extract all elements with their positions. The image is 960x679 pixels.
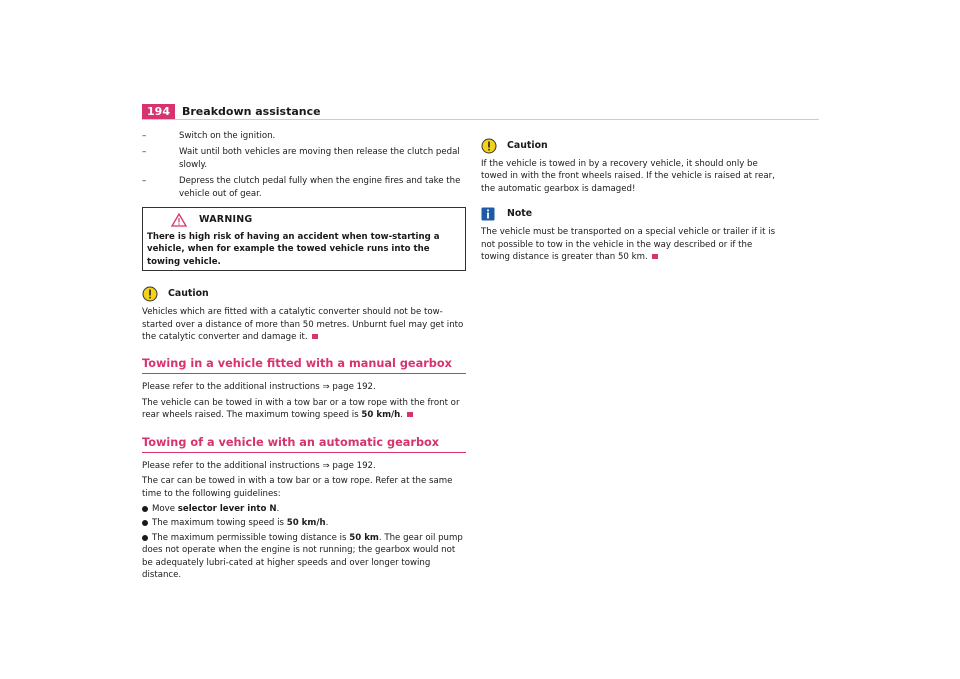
list-item xyxy=(142,532,466,582)
caution-header xyxy=(118,285,466,303)
bullet-text-end: . The gear oil pump does not operate when the engine is not running; the gearbox would not be adequately lubri-cated at higher speeds and over longer towing distance. xyxy=(142,532,463,580)
bullet-icon xyxy=(142,520,148,526)
caution-text xyxy=(142,306,466,343)
bullet-text: The maximum towing speed is xyxy=(152,518,287,529)
note-text xyxy=(481,226,781,263)
warning-box xyxy=(142,207,466,271)
step-text: Depress the clutch pedal fully when the engine fires and take the vehicle out of gear. xyxy=(179,176,461,199)
bullet-text-end: . xyxy=(325,518,329,529)
bullet-text: Move xyxy=(152,503,178,514)
caution-body: Vehicles which are fitted with a catalytic converter should not be tow-started over a distance of more than 50 metres. Unburnt fuel may get into the catalytic converter and damage it. xyxy=(142,307,464,343)
warning-header xyxy=(147,212,461,228)
note-info-icon xyxy=(481,207,495,221)
page-title: Breakdown assistance xyxy=(182,105,321,118)
manual-text-body: The vehicle can be towed in with a tow bar or a tow rope with the front or rear wheels raised. The maximum towing speed is xyxy=(142,397,460,421)
caution-exclamation-icon xyxy=(142,286,158,302)
manual-ref: Please refer to the additional instructions ⇒ page 192. xyxy=(142,382,376,393)
warning-triangle-icon xyxy=(171,213,187,227)
bullet-bold: 50 km xyxy=(349,532,379,543)
manual-text xyxy=(142,397,466,422)
bullet-icon xyxy=(142,535,148,541)
note-title: Note xyxy=(507,208,533,220)
note-body: The vehicle must be transported on a special vehicle or trailer if it is not possible to tow in the vehicle in the way described or if the towing distance is greater than 50 km. xyxy=(481,227,776,263)
note-header xyxy=(481,205,781,223)
bullet-icon xyxy=(142,506,148,512)
bullet-bold: 50 km/h xyxy=(286,518,326,529)
warning-title: WARNING xyxy=(199,213,253,225)
manual-text-end: . xyxy=(400,410,404,421)
caution-title: Caution xyxy=(507,139,548,151)
end-of-section-icon xyxy=(652,254,658,259)
header-divider xyxy=(142,119,819,120)
bullet-bold: selector lever into N xyxy=(177,503,277,514)
step-marker: – xyxy=(142,147,147,158)
list-item xyxy=(142,517,466,529)
caution-exclamation-icon xyxy=(481,138,497,154)
automatic-ref: Please refer to the additional instructions ⇒ page 192. xyxy=(142,460,376,471)
step-item xyxy=(142,130,466,142)
step-marker: – xyxy=(142,176,147,187)
list-item xyxy=(142,503,466,515)
warning-text: There is high risk of having an accident when tow-starting a vehicle, when for example the towed vehicle runs into the towing vehicle. xyxy=(147,232,440,267)
step-marker: – xyxy=(142,131,147,141)
section-title-automatic: Towing of a vehicle with an automatic gearbox xyxy=(142,436,466,453)
caution-text: If the vehicle is towed in by a recovery vehicle, it should only be towed in with the front wheels raised. If the vehicle is raised at rear, the automatic gearbox is damaged! xyxy=(481,159,775,194)
automatic-text: The car can be towed in with a tow bar or a tow rope. Refer at the same time to the following guidelines: xyxy=(142,476,453,499)
right-column xyxy=(481,137,781,266)
end-of-section-icon xyxy=(407,412,413,417)
page-number: 194 xyxy=(142,104,175,120)
bullet-text: The maximum permissible towing distance is xyxy=(152,532,350,543)
step-item xyxy=(142,146,466,171)
step-item xyxy=(142,175,466,200)
end-of-section-icon xyxy=(312,334,318,339)
left-column xyxy=(142,130,466,583)
step-text: Wait until both vehicles are moving then release the clutch pedal slowly. xyxy=(179,147,460,170)
step-text: Switch on the ignition. xyxy=(179,131,276,141)
section-title-manual: Towing in a vehicle fitted with a manual gearbox xyxy=(142,357,466,374)
caution-title: Caution xyxy=(168,288,209,300)
caution-header xyxy=(457,137,781,155)
manual-speed: 50 km/h xyxy=(361,410,401,421)
bullet-text-end: . xyxy=(276,503,280,514)
